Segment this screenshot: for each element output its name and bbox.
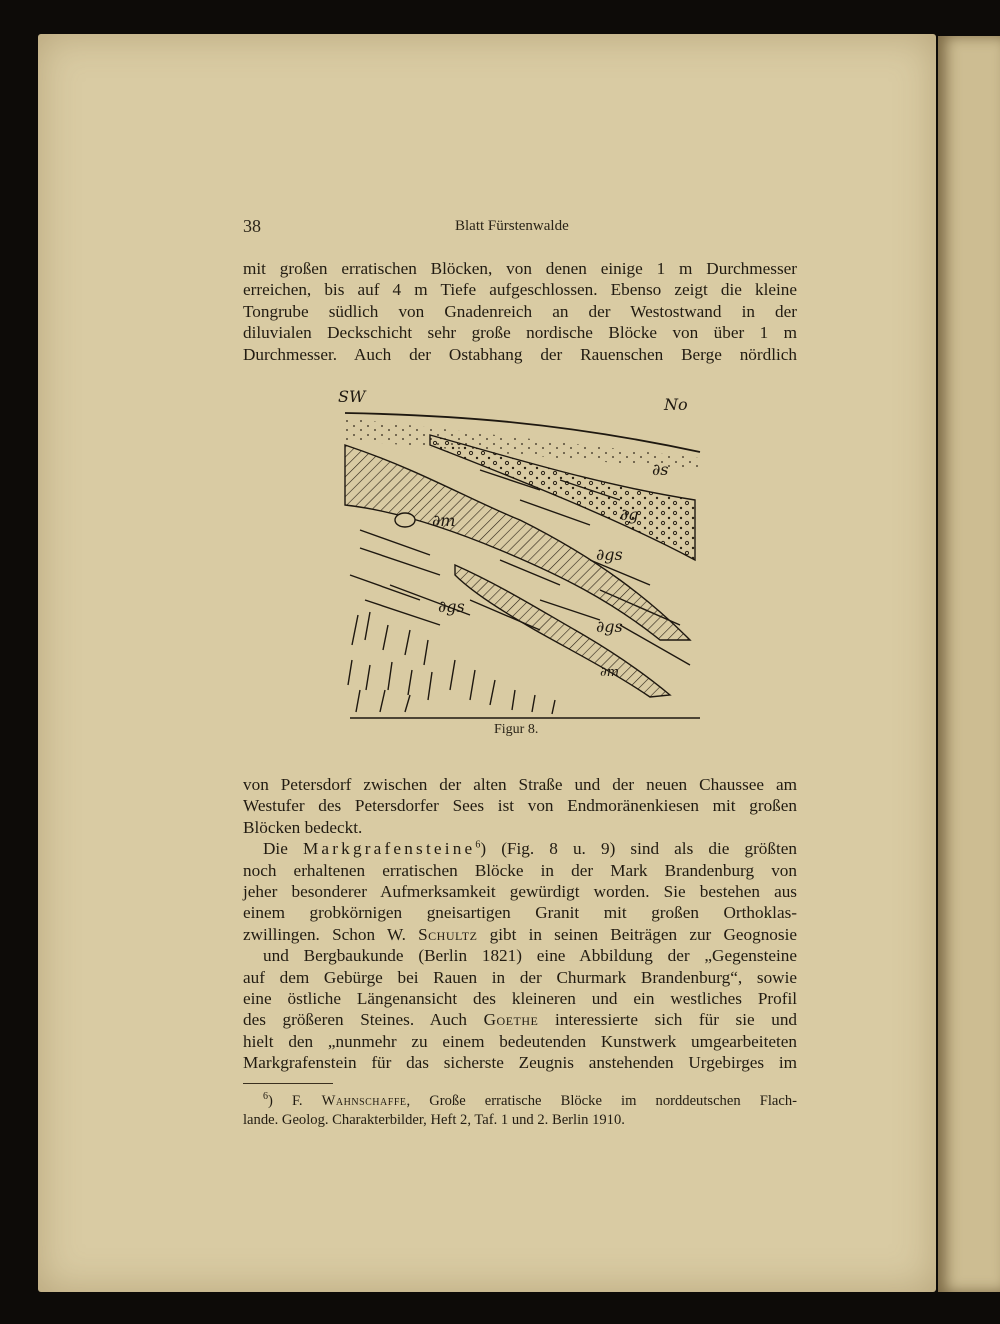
text-line [243, 344, 797, 365]
label-dg: ∂g [620, 505, 639, 524]
text-line [243, 279, 797, 300]
text-line [243, 838, 797, 859]
paragraph-top [243, 258, 797, 365]
text-segment: interessierte sich für sie und [538, 1010, 798, 1030]
label-dgs-right: ∂gs [596, 545, 623, 564]
label-dm-upper: ∂m [432, 511, 456, 530]
text-segment: Durchmesser. Auch der Ostabhang der Rauenschen Berge nördlich [243, 344, 797, 364]
text-segment: gibt in seinen Beiträgen zur Geognosie [477, 924, 797, 944]
text-line [243, 988, 797, 1009]
text-segment: hielt den „nunmehr zu einem bedeutenden Kunstwerk umgearbeiteten [243, 1031, 797, 1051]
text-line [243, 902, 797, 923]
text-segment: Die [263, 839, 303, 859]
text-segment: auf dem Gebürge bei Rauen in der Churmark Brandenburg“, sowie [243, 967, 797, 987]
label-ds: ∂s [652, 460, 669, 479]
page-number: 38 [243, 216, 261, 236]
text-line [243, 945, 797, 966]
text-line [243, 817, 797, 838]
text-segment: Blöcken bedeckt. [243, 817, 363, 837]
text-segment: eine östliche Längenansicht des kleineren und ein westliches Profil [243, 988, 797, 1008]
text-line [243, 860, 797, 881]
label-dgs-left: ∂gs [438, 597, 465, 616]
label-no: No [664, 395, 688, 414]
text-segment: Tongrube südlich von Gnadenreich an der Westostwand in der [243, 301, 797, 321]
text-segment: lande. Geolog. Charakterbilder, Heft 2, Taf. 1 und 2. Berlin 1910. [243, 1112, 625, 1128]
text-segment: noch erhaltenen erratischen Blöcke in der Mark Brandenburg von [243, 860, 797, 880]
geological-profile-figure [330, 380, 710, 725]
text-line [243, 258, 797, 279]
label-sw: SW [338, 387, 366, 406]
running-title: Blatt Fürstenwalde [455, 218, 569, 234]
text-segment: Markgrafenstein für das sicherste Zeugnis anstehenden Urgebirges im [243, 1053, 797, 1073]
text-line [243, 967, 797, 988]
text-segment: ) (Fig. 8 u. 9) sind als die größten [480, 839, 797, 859]
footnote-marker: 6 [263, 1091, 268, 1103]
text-line [243, 1111, 797, 1130]
text-segment: einem grobkörnigen gneisartigen Granit mit großen Orthoklas- [243, 903, 797, 923]
text-line [243, 795, 797, 816]
footnote-marker: 6 [475, 839, 481, 851]
footnote-rule [243, 1083, 333, 1084]
text-segment: von Petersdorf zwischen der alten Straße und der neuen Chaussee am [243, 775, 797, 794]
footnote [243, 1092, 797, 1130]
label-dm-lower: ∂m [600, 665, 620, 680]
page-header [243, 216, 797, 238]
text-segment: erreichen, bis auf 4 m Tiefe aufgeschlossen. Ebenso zeigt die kleine [243, 280, 797, 300]
text-segment: diluvialen Deckschicht sehr große nordische Blöcke von über 1 m [243, 323, 797, 343]
label-dgs-lower: ∂gs [596, 617, 623, 636]
text-line [243, 1092, 797, 1111]
text-segment: und Bergbaukunde (Berlin 1821) eine Abbildung der „Gegensteine [263, 946, 797, 966]
text-line [243, 322, 797, 343]
text-segment: Goethe [483, 1010, 539, 1030]
next-page-edge [938, 36, 1000, 1292]
text-segment: Markgrafensteine [302, 839, 476, 859]
text-segment: zwillingen. Schon W. [243, 924, 419, 944]
text-line [243, 1009, 797, 1030]
text-line [243, 881, 797, 902]
text-line [243, 1052, 797, 1073]
text-segment: mit großen erratischen Blöcken, von denen einige 1 m Durchmesser [243, 259, 797, 278]
paragraph-main [243, 774, 797, 1073]
text-line [243, 774, 797, 795]
text-line [243, 1031, 797, 1052]
text-segment: Westufer des Petersdorfer Sees ist von Endmoränenkiesen mit großen [243, 796, 797, 816]
text-segment: Wahnschaffe [321, 1093, 407, 1109]
text-segment: , Große erratische Blöcke im norddeutschen Flach- [406, 1093, 797, 1109]
text-segment: Schultz [418, 924, 478, 944]
figure-caption: Figur 8. [494, 722, 539, 737]
text-line [243, 301, 797, 322]
text-segment: ) F. [268, 1093, 322, 1109]
text-line [243, 924, 797, 945]
text-segment: jeher besonderer Aufmerksamkeit gewürdigt worden. Sie bestehen aus [243, 881, 797, 901]
text-segment: des größeren Steines. Auch [243, 1010, 484, 1030]
